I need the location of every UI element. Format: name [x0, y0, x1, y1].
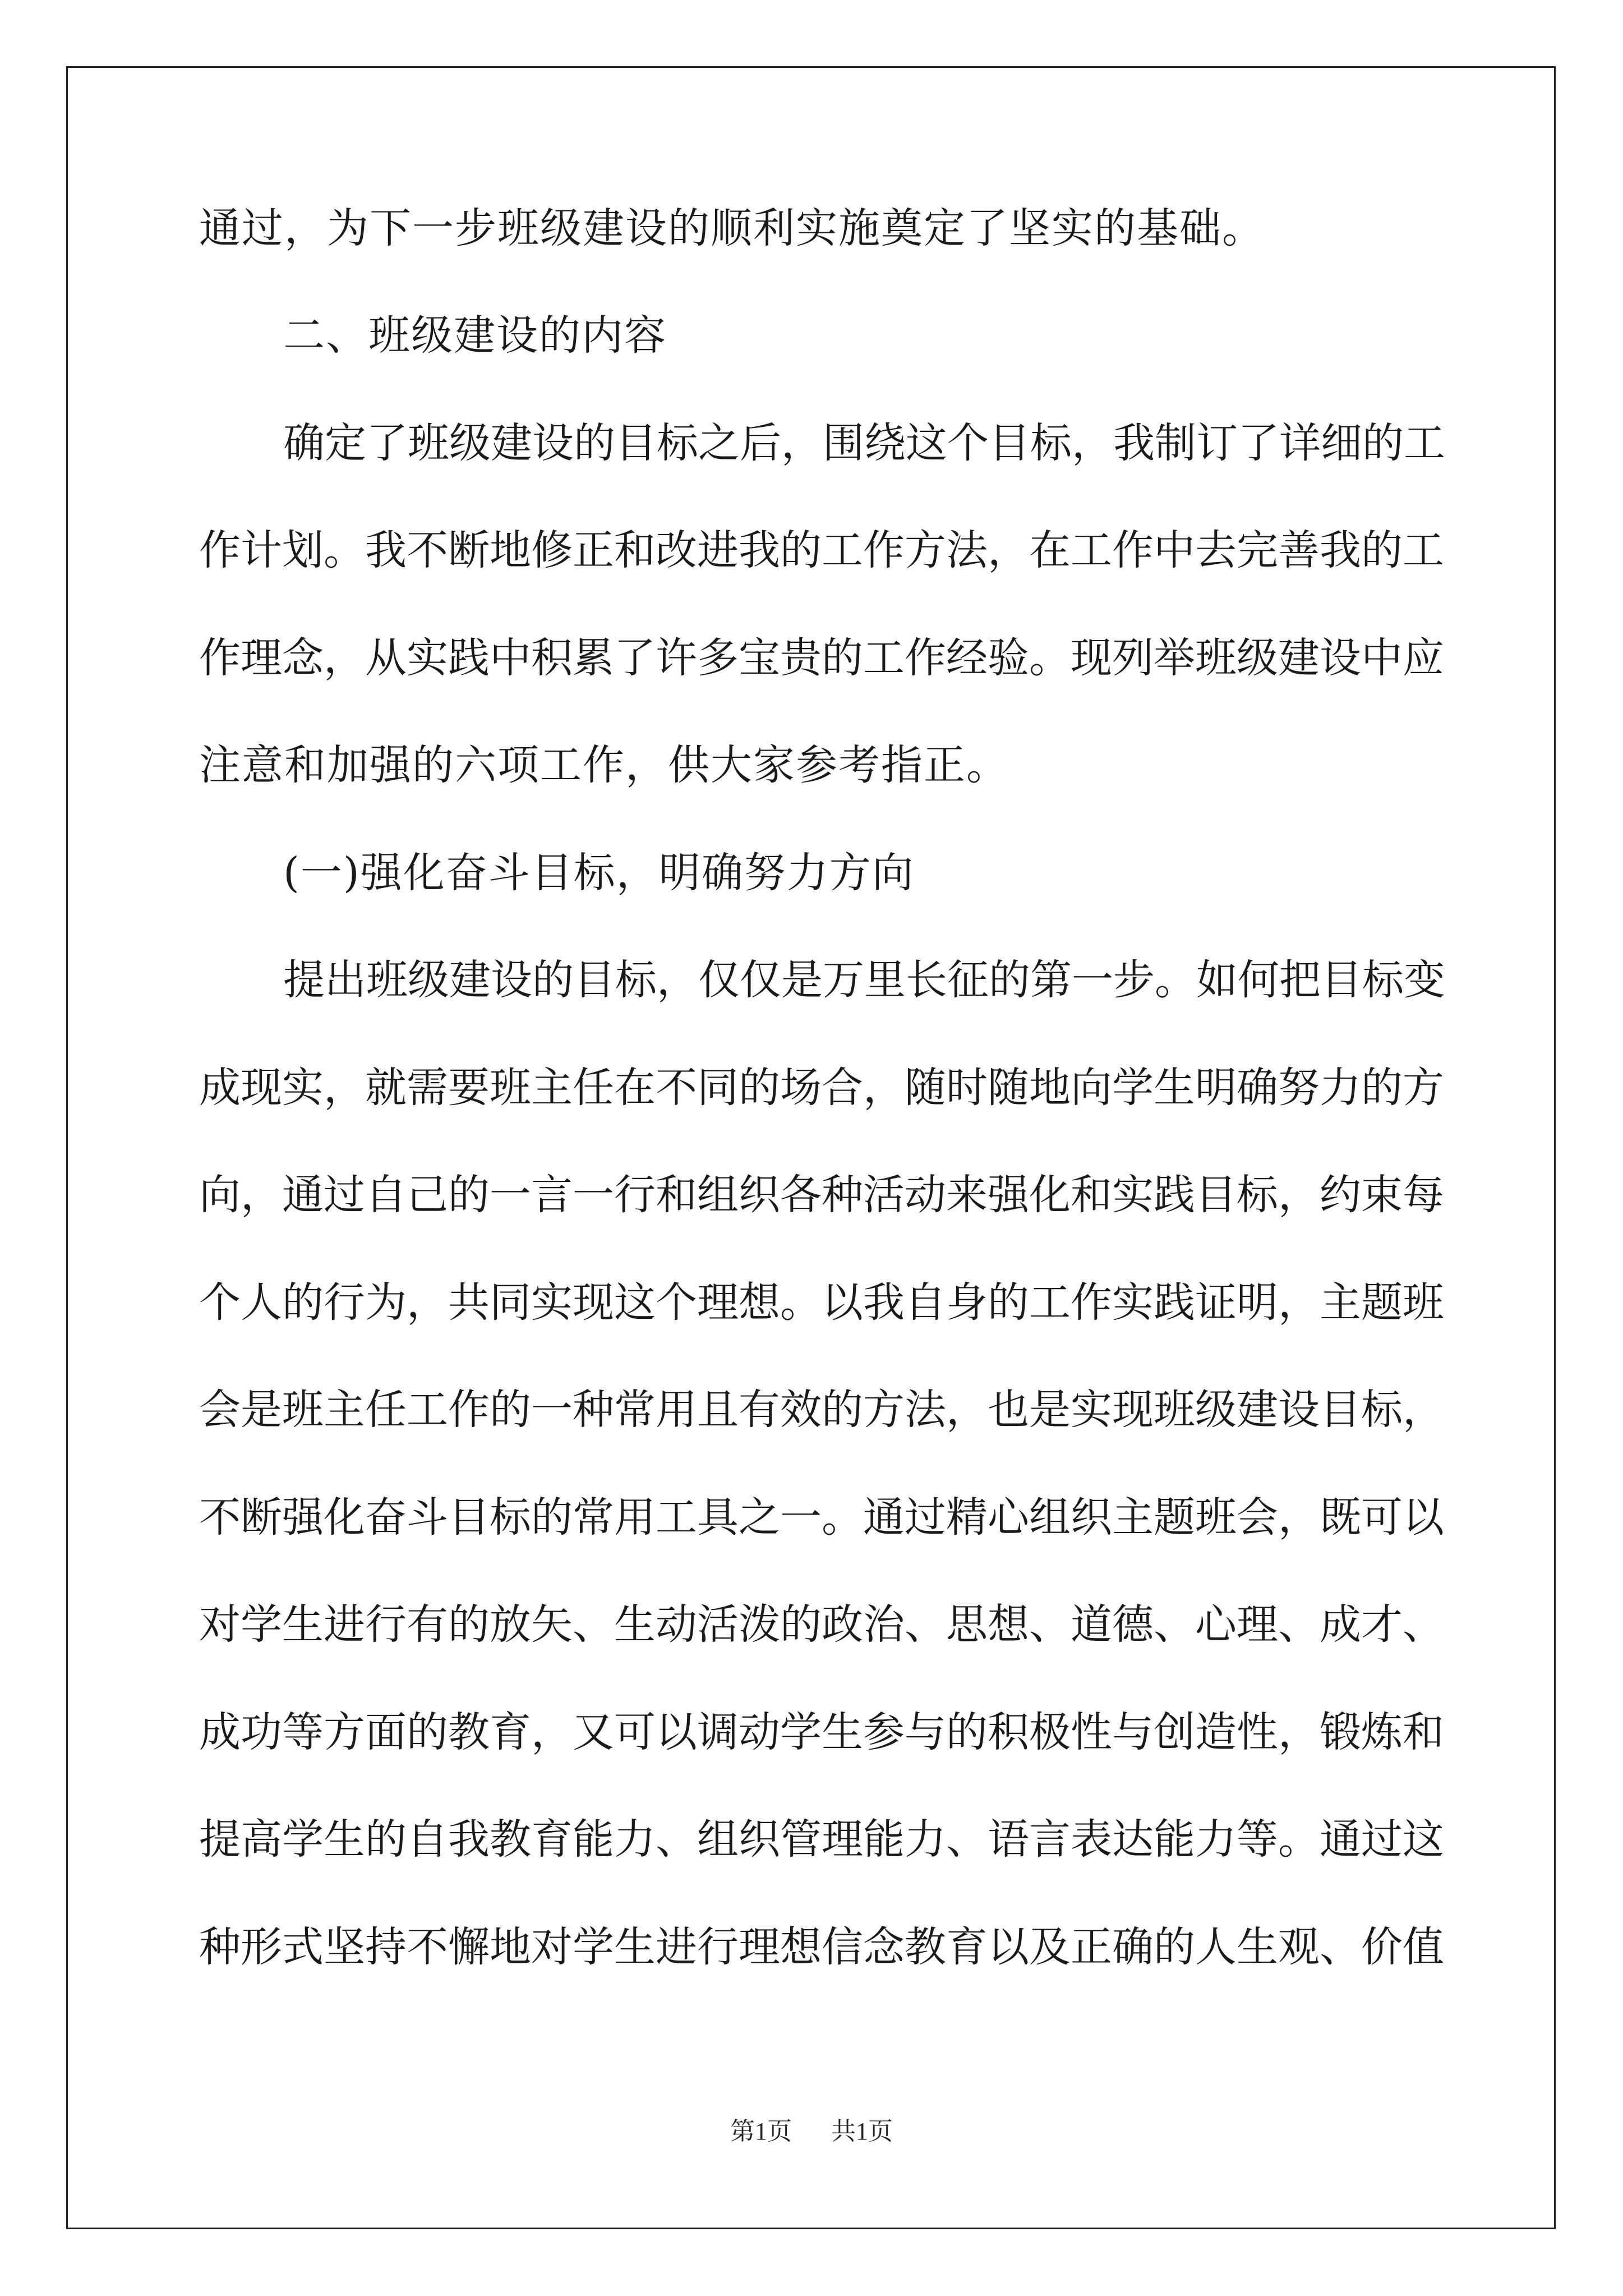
paragraph-2-line-9: 提高学生的自我教育能力、组织管理能力、语言表达能力等。通过这	[199, 1815, 1444, 1864]
subsection-heading: (一)强化奋斗目标，明确努力方向	[283, 849, 915, 897]
paragraph-1-line-2: 作计划。我不断地修正和改进我的工作方法，在工作中去完善我的工	[199, 526, 1444, 574]
page-number: 第1页	[730, 2118, 792, 2145]
page-footer	[0, 2115, 1623, 2148]
paragraph-2-line-2: 成现实，就需要班主任在不同的场合，随时随地向学生明确努力的方	[199, 1064, 1444, 1112]
page-border	[66, 66, 1556, 2229]
paragraph-2-line-10: 种形式坚持不懈地对学生进行理想信念教育以及正确的人生观、价值	[199, 1923, 1444, 1971]
paragraph-2-line-8: 成功等方面的教育，又可以调动学生参与的积极性与创造性，锻炼和	[199, 1708, 1444, 1756]
paragraph-2-line-6: 不断强化奋斗目标的常用工具之一。通过精心组织主题班会，既可以	[199, 1493, 1444, 1542]
page-total: 共1页	[831, 2118, 893, 2145]
paragraph-2-line-3: 向，通过自己的一言一行和组织各种活动来强化和实践目标，约束每	[199, 1171, 1444, 1219]
paragraph-1-line-1: 确定了班级建设的目标之后，围绕这个目标，我制订了详细的工	[283, 419, 1445, 467]
section-heading: 二、班级建设的内容	[283, 311, 667, 360]
paragraph-2-line-4: 个人的行为，共同实现这个理想。以我自身的工作实践证明，主题班	[199, 1278, 1444, 1327]
paragraph-1-line-4: 注意和加强的六项工作，供大家参考指正。	[199, 741, 1009, 789]
paragraph-2-line-7: 对学生进行有的放矢、生动活泼的政治、思想、道德、心理、成才、	[199, 1600, 1444, 1649]
paragraph-2-line-5: 会是班主任工作的一种常用且有效的方法，也是实现班级建设目标，	[199, 1386, 1444, 1434]
body-line-1: 通过，为下一步班级建设的顺利实施奠定了坚实的基础。	[199, 204, 1265, 252]
paragraph-1-line-3: 作理念，从实践中积累了许多宝贵的工作经验。现列举班级建设中应	[199, 634, 1444, 682]
paragraph-2-line-1: 提出班级建设的目标，仅仅是万里长征的第一步。如何把目标变	[283, 956, 1445, 1004]
